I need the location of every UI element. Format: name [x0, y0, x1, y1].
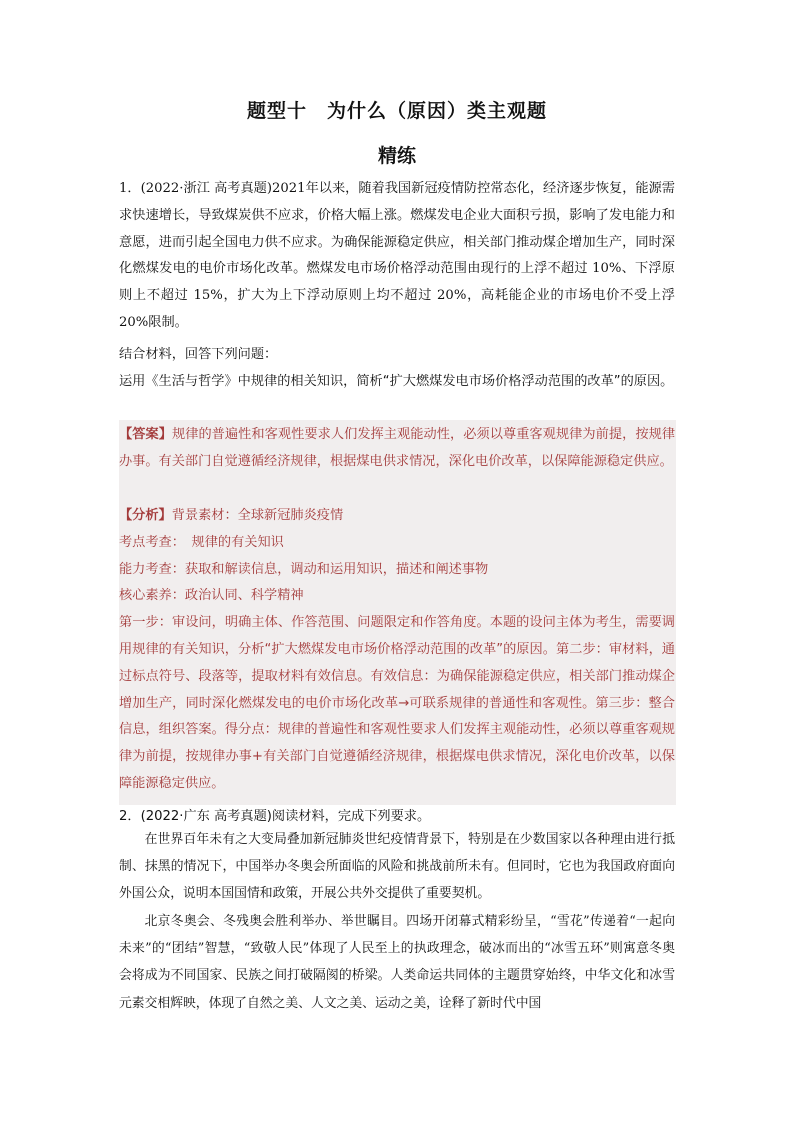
analysis-section — [119, 503, 675, 798]
question-1-prompt — [119, 342, 675, 396]
analysis-ability: 能力考查：获取和解读信息，调动和运用知识，描述和阐述事物 — [119, 561, 489, 577]
question-1-question: 运用《生活与哲学》中规律的相关知识，简析“扩大燃煤发电市场价格浮动范围的改革”的原因。 — [119, 373, 674, 389]
question-2-material-1: 在世界百年未有之大变局叠加新冠肺炎世纪疫情背景下，特别是在少数国家以各种理由进行抵制、抹黑的情况下，中国举办冬奥会所面临的风险和挑战前所未有。但同时，它也为我国政府面向外国公众，说明本国国情和政策，开展公共外交提供了重要契机。 — [119, 832, 675, 902]
analysis-literacy: 核心素养：政治认同、科学精神 — [119, 588, 304, 604]
answer-section — [119, 422, 675, 476]
question-2-header: 2．(2022·广东 高考真题)阅读材料，完成下列要求。 — [119, 809, 431, 824]
question-1-instruction: 结合材料，回答下列问题： — [119, 347, 278, 362]
page-title: 题型十 为什么（原因）类主观题 — [246, 100, 547, 122]
question-1-material: 1．(2022·浙江 高考真题)2021年以来，随着我国新冠疫情防控常态化，经济逐步恢复，能源需求快速增长，导致煤炭供不应求，价格大幅上涨。燃煤发电企业大面积亏损，影响了发电能力和意愿，进而引起全国电力供不应求。为确保能源稳定供应，相关部门推动煤企增加生产，同时深化燃煤发电的电价市场化改革。燃煤发电市场价格浮动范围由现行的上浮不超过 10%、下浮原则上不超过 15%，扩大为上下浮动原则上均不超过 20%，高耗能企业的市场电价不受上浮 20%限制。 — [119, 181, 675, 330]
analysis-background-text: 背景素材：全球新冠肺炎疫情 — [171, 508, 344, 523]
analysis-background — [119, 503, 675, 530]
answer-text: 规律的普遍性和客观性要求人们发挥主观能动性，必须以尊重客观规律为前提，按规律办事。有关部门自觉遵循经济规律，根据煤电供求情况，深化电价改革，以保障能源稳定供应。 — [119, 427, 676, 469]
page-subtitle: 精练 — [377, 145, 416, 167]
analysis-tag: 【分析】 — [119, 508, 172, 523]
analysis-knowledge: 考点考查： 规律的有关知识 — [119, 534, 284, 550]
answer-tag: 【答案】 — [119, 427, 172, 442]
question-2-material-2: 北京冬奥会、冬残奥会胜利举办、举世瞩目。四场开闭幕式精彩纷呈，“雪花”传递着“一起向未来”的“团结”智慧，“致敬人民”体现了人民至上的执政理念，破冰而出的“冰雪五环”则寓意冬奥会将成为不同国家、民族之间打破隔阂的桥梁。人类命运共同体的主题贯穿始终，中华文化和冰雪元素交相辉映，体现了自然之美、人文之美、运动之美，诠释了新时代中国 — [119, 914, 675, 1011]
analysis-steps: 第一步：审设问，明确主体、作答范围、问题限定和作答角度。本题的设问主体为考生，需要调用规律的有关知识，分析“扩大燃煤发电市场价格浮动范围的改革”的原因。第二步：审材料，通过标点符号、段落等，提取材料有效信息。有效信息：为确保能源稳定供应，相关部门推动煤企增加生产，同时深化燃煤发电的电价市场化改革→可联系规律的普通性和客观性。第三步：整合信息，组织答案。得分点：规律的普遍性和客观性要求人们发挥主观能动性，必须以尊重客观规律为前提，按规律办事+有关部门自觉遵循经济规律，根据煤电供求情况，深化电价改革，以保障能源稳定供应。 — [119, 615, 675, 791]
